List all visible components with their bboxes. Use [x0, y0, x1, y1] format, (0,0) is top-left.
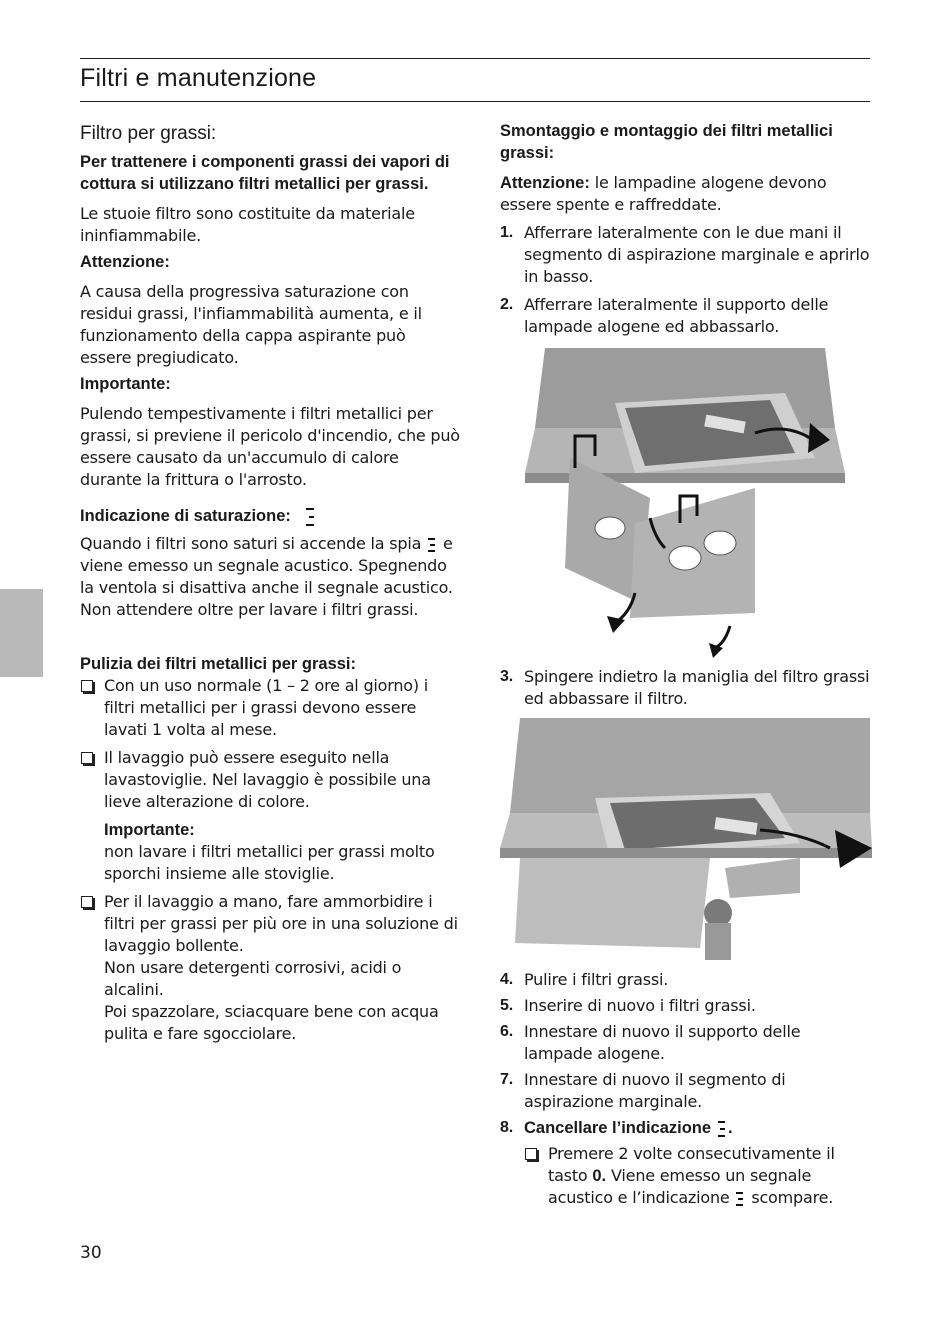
section-thumb-tab [0, 589, 43, 677]
steps-list [500, 969, 872, 1209]
step-number: 7. [500, 1071, 513, 1088]
intro-bold: Per trattenere i componenti grassi dei vapori di cottura si utilizzano filtri metallici per grassi. [80, 153, 450, 193]
figure-filter-lowered [500, 718, 872, 960]
step-number: 5. [500, 997, 513, 1014]
figure-lamp-support-lowered [525, 348, 855, 658]
hood-edge [500, 848, 872, 858]
attention-label: Attenzione: [80, 253, 170, 271]
cleaning-important-label: Importante: [104, 821, 195, 839]
saturation-text [80, 533, 460, 599]
page-number: 30 [80, 1243, 102, 1263]
checkbox-square-icon [81, 896, 93, 908]
step-text: Afferrare lateralmente con le due mani il segmento di aspirazione marginale e aprirlo in basso. [524, 223, 870, 286]
checkbox-square-icon [81, 752, 93, 764]
list-item [500, 969, 872, 991]
saturation-indicator-icon [426, 537, 438, 553]
lowered-panel [725, 858, 800, 898]
lowered-filter [515, 858, 710, 948]
list-item-text: Con un uso normale (1 – 2 ore al giorno) i filtri metallici per i grassi devono essere lavati 1 volta al mese. [104, 676, 429, 739]
list-item [80, 675, 460, 741]
checkbox-square-icon [81, 680, 93, 692]
lamp-opening [595, 517, 625, 539]
intro-text: Le stuoie filtro sono costituite da materiale ininfiammabile. [80, 204, 415, 245]
step-text: Inserire di nuovo i filtri grassi. [524, 996, 756, 1015]
important-text: Pulendo tempestivamente i filtri metallici per grassi, si previene il pericolo d'incendio, che può essere causato da un'accumulo di calore durante la frittura o l'arrosto. [80, 404, 460, 489]
list-item [500, 294, 872, 338]
arrow-icon [715, 626, 730, 648]
step-8-sub-3: scompare. [751, 1188, 834, 1207]
list-item [500, 1117, 872, 1209]
steps-list-a [500, 222, 872, 338]
important-label: Importante: [80, 375, 171, 393]
lamp-opening [669, 546, 701, 570]
right-heading: Smontaggio e montaggio dei filtri metallici grassi: [500, 122, 833, 162]
step-text: Spingere indietro la maniglia del filtro grassi ed abbassare il filtro. [524, 667, 870, 708]
step-number: 2. [500, 296, 513, 313]
cleaning-important-text: non lavare i filtri metallici per grassi molto sporchi insieme alle stoviglie. [104, 842, 435, 883]
step-text: Innestare di nuovo il segmento di aspirazione marginale. [524, 1070, 786, 1111]
saturation-indicator-icon [734, 1191, 746, 1207]
steps-list-b [500, 969, 872, 1209]
right-attention-text: le lampadine alogene devono essere spente e raffreddate. [500, 173, 827, 214]
step-text: Afferrare lateralmente il supporto delle lampade alogene ed abbassarlo. [524, 295, 829, 336]
step-number: 4. [500, 971, 513, 988]
lamp-opening [704, 531, 736, 555]
step-text: Cancellare l’indicazione [524, 1119, 712, 1137]
saturation-text-1: Quando i filtri sono saturi si accende la spia [80, 534, 422, 553]
list-item-text: Il lavaggio può essere eseguito nella lavastoviglie. Nel lavaggio è possibile una lieve alterazione di colore. [104, 748, 431, 811]
list-item [500, 995, 872, 1017]
section-title: Filtro per grassi: [80, 123, 217, 144]
saturation-heading-text: Indicazione di saturazione: [80, 507, 291, 525]
list-item [80, 891, 460, 1045]
step-number: 8. [500, 1119, 513, 1136]
right-attention [500, 172, 872, 216]
step-number: 6. [500, 1023, 513, 1040]
list-item-text: Per il lavaggio a mano, fare ammorbidire i filtri per grassi per più ore in una soluzione di lavaggio bollente. [104, 892, 458, 955]
title-rule [80, 101, 870, 102]
step-text: Pulire i filtri grassi. [524, 970, 669, 989]
right-column [500, 120, 872, 338]
checkbox-square-icon [525, 1148, 537, 1160]
step-8-sub-1: Premere 2 volte consecutivamente il tasto [548, 1144, 835, 1185]
step-number: 1. [500, 224, 513, 241]
knob [704, 899, 732, 927]
step-number: 3. [500, 668, 513, 685]
list-item [500, 1069, 872, 1113]
key-zero: 0. [592, 1167, 607, 1185]
step-8-sub-2: Viene emesso un segnale acustico e l’indicazione [548, 1166, 812, 1207]
step-3 [500, 666, 872, 710]
cleaning-list [80, 675, 460, 1045]
saturation-text-3: Non attendere oltre per lavare i filtri grassi. [80, 600, 419, 619]
right-attention-label: Attenzione: [500, 174, 590, 192]
step-text: Innestare di nuovo il supporto delle lampade alogene. [524, 1022, 801, 1063]
cleaning-heading: Pulizia dei filtri metallici per grassi: [80, 655, 357, 673]
saturation-text-2: e viene emesso un segnale acustico. Spegnendo la ventola si disattiva anche il segnale acustico. [80, 534, 453, 597]
top-rule [80, 58, 870, 59]
attention-text: A causa della progressiva saturazione con residui grassi, l'infiammabilità aumenta, e il funzionamento della cappa aspirante può essere pregiudicato. [80, 282, 422, 367]
support-post [705, 923, 731, 960]
saturation-indicator-icon [716, 1120, 728, 1138]
list-item [500, 1021, 872, 1065]
list-item-text: Poi spazzolare, sciacquare bene con acqua pulita e fare sgocciolare. [104, 1002, 439, 1043]
step-8-period: . [727, 1119, 733, 1137]
left-column [80, 120, 460, 1045]
list-item [500, 222, 872, 288]
saturation-indicator-icon [303, 507, 317, 527]
list-item-text: Non usare detergenti corrosivi, acidi o alcalini. [104, 958, 402, 999]
saturation-heading [80, 505, 460, 527]
list-item [80, 747, 460, 885]
page-title: Filtri e manutenzione [80, 64, 317, 92]
step-8-sub [524, 1143, 872, 1209]
